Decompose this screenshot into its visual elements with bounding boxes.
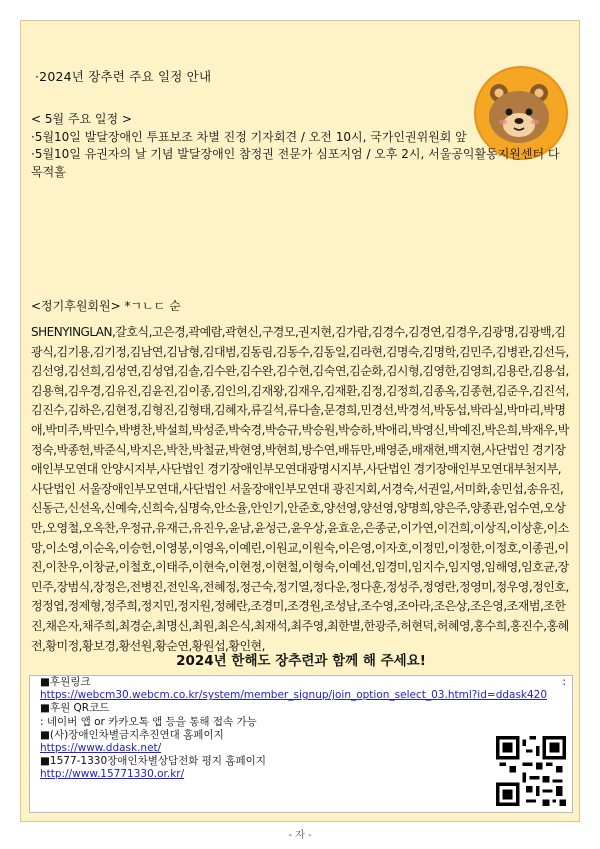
page-title: ·2024년 장추련 주요 일정 안내 (35, 69, 212, 84)
donation-link-label: ■후원링크 (40, 676, 91, 688)
schedule-section (31, 111, 561, 181)
qr-code-icon[interactable] (496, 736, 566, 806)
schedule-item: ·5월10일 발달장애인 투표보조 차별 진정 기자회견 / 오전 10시, 국가인권위원회 앞 (31, 129, 467, 144)
sponsor-names: SHENYINGLAN,갈호식,고은경,곽예람,곽현신,구경모,권지현,김가람,김경수,김경연,김경우,김광명,김광백,김광식,김기용,김기정,김남연,김남형,김대범,김동림,김동수,김동일,김라현,김명숙,김명학,김민주,김병관,김선득,김선영,김선희,김성연,김성엽,김솔,김수완,김수완,김수현,김숙연,김순화,김시형,김영한,김영희,김용란,김용섭,김용혁,김우경,김유진,김윤진,김이종,김인의,김재왕,김재우,김재환,김정,김정희,김종옥,김종현,김준우,김진석,김진수,김하은,김현정,김형진,김형태,김혜자,류길석,류다솔,문경희,민경선,박경석,박동섭,박라실,박마리,박명애,박미주,박민수,박병찬,박설희,박성준,박숙경,박승규,박승원,박승하,박애리,박영신,박예진,박은희,박재우,박정숙,박종헌,박준식,박지은,박찬,박철균,박현영,박현희,방수연,배듀만,배영준,배재현,백지현,사단법인 경기장애인부모연대 안양시지부,사단법인 경기장애인부모연대광명시지부,사단법인 경기장애인부모연대부천지부,사단법인 서울장애인부모연대,사단법인 서울장애인부모연대 광진지회,서경숙,서권일,서미화,송민섭,송유진,신동근,신선옥,신예숙,신희숙,심명숙,안소율,안인기,안준호,양선영,양선영,양명희,양은주,양종관,엄수연,오상만,오영철,오옥찬,우정규,유재근,유진우,윤남,윤성근,윤우상,윤효운,은종군,이가연,이건희,이상직,이상훈,이소망,이소영,이순옥,이승헌,이영봉,이영옥,이예린,이원교,이원숙,이은영,이자호,이정민,이정한,이정호,이종권,이진,이찬우,이창균,이철호,이태주,이현숙,이현정,이현철,이형숙,이예선,임경미,임지수,임지영,임해영,임호균,장민주,장범식,장정은,전병진,전인옥,전혜정,정근숙,정기열,정다운,정다훈,정성주,정영란,정영미,정우영,정인호,정정엽,정제형,정주희,정지민,정지원,정혜란,조경미,조경원,조성남,조수영,조아라,조은상,조은영,조재범,조한진,채은자,채주희,최경순,최명신,최원,최은식,최재석,최주영,최한별,한광주,허현덕,허혜영,홍수희,홍진수,홍혜전,황미정,황보경,황선원,황순연,황원섭,황인현, (31, 325, 569, 653)
schedule-item: ·5월10일 유권자의 날 기념 발달장애인 참정권 전문가 심포지엄 / 오후 2시, 서울공익활동지원센터 다목적홀 (31, 147, 560, 179)
sponsor-heading-label: <정기후원회원> (31, 299, 121, 313)
homepage-link[interactable]: https://www.ddask.net/ (40, 742, 162, 755)
hotline-link[interactable]: http://www.15771330.or.kr/ (40, 768, 185, 781)
sponsor-heading (31, 297, 181, 314)
qr-label: ■후원 QR코드 (40, 702, 110, 715)
donation-link[interactable]: https://webcm30.webcm.co.kr/system/member_signup/join_option_select_03.html?id=ddask420 (40, 689, 548, 702)
qr-description: : 네이버 앱 or 카카오톡 앱 등을 통해 접속 가능 (40, 715, 257, 728)
homepage-label: ■(사)장애인차별금지추진연대 홈페이지 (40, 728, 224, 741)
schedule-heading: < 5월 주요 일정 > (31, 112, 132, 126)
info-box (29, 675, 573, 813)
sponsor-order-note: *ㄱㄴㄷ 순 (124, 299, 181, 313)
page-number: - 자 - (288, 830, 312, 841)
hotline-label: ■1577-1330장애인차별상담전화 평지 홈페이지 (40, 755, 266, 768)
donation-link-colon: : (562, 676, 566, 688)
document-page (20, 20, 580, 822)
slogan: 2024년 한해도 장추련과 함께 해 주세요! (176, 653, 426, 669)
